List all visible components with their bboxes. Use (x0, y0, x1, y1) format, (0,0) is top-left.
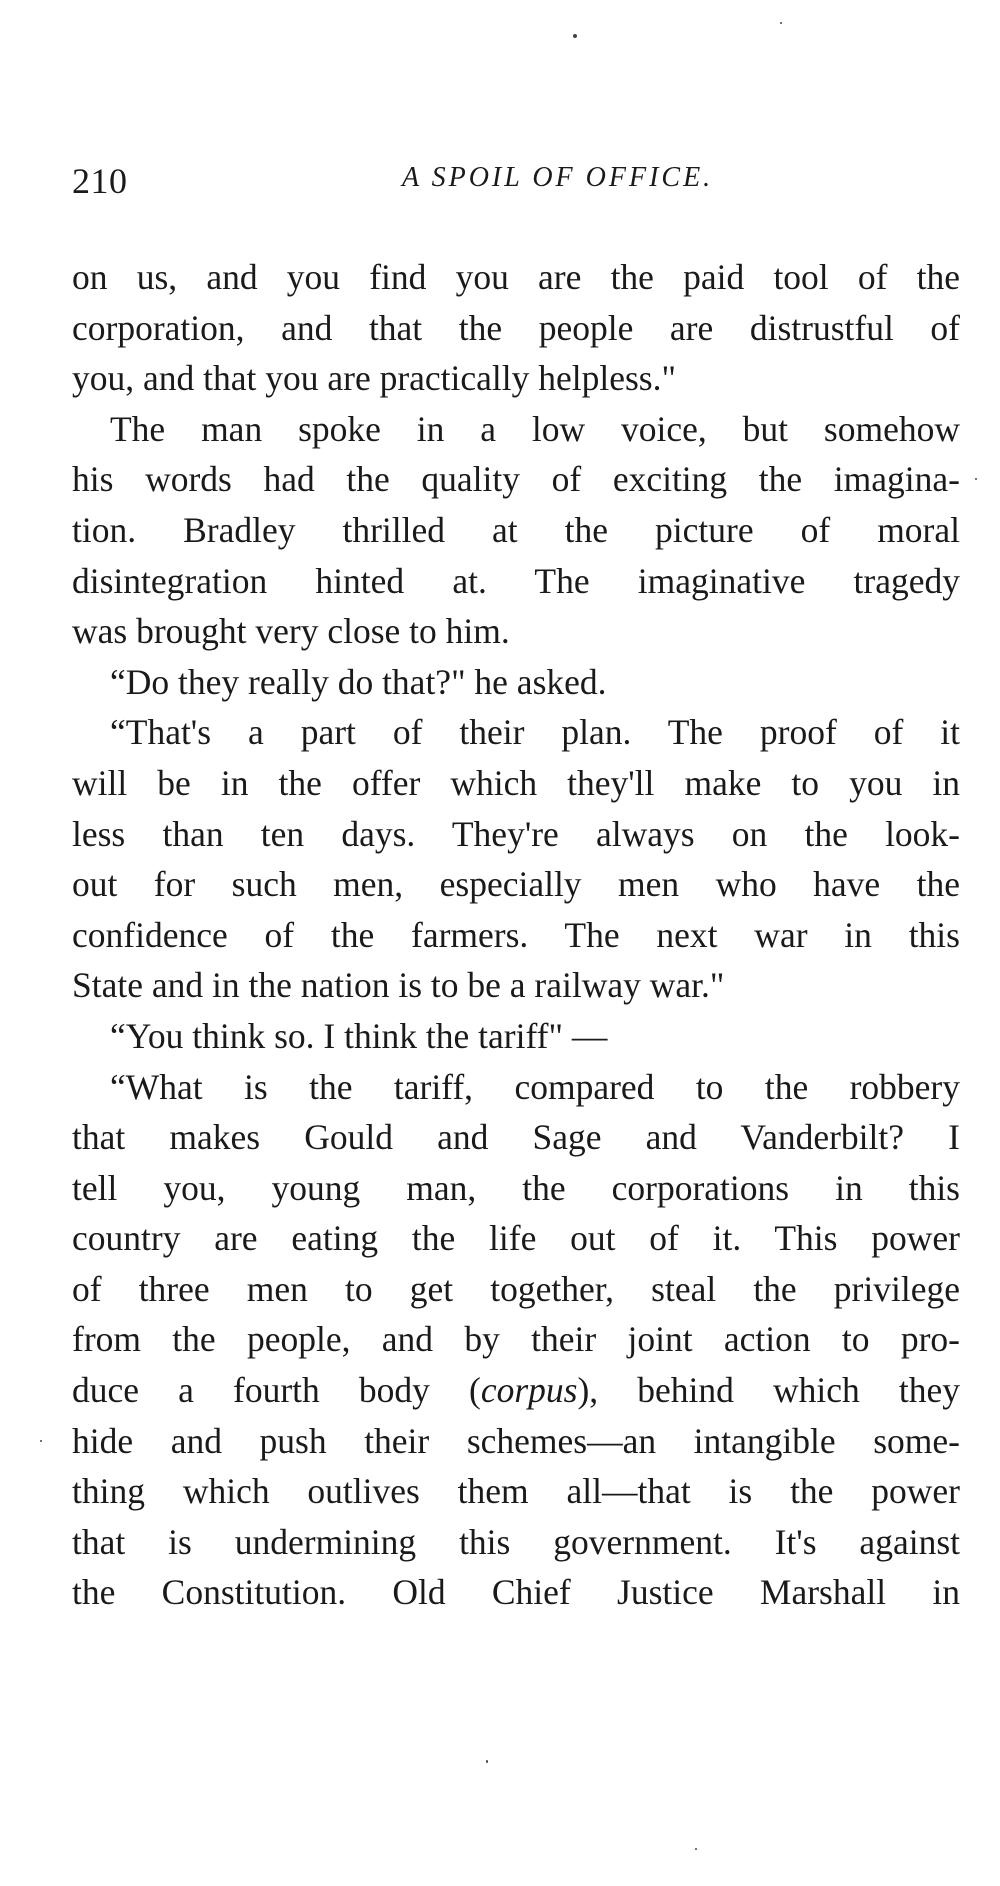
text-line: hide and push their schemes—an intangible some- (72, 1420, 960, 1461)
text-line: the Constitution. Old Chief Justice Marshall in (72, 1572, 960, 1613)
text-line: State and in the nation is to be a railway war." (72, 965, 725, 1006)
text-line: his words had the quality of exciting the imagina- (72, 459, 960, 500)
speck (975, 478, 977, 480)
text-line: country are eating the life out of it. This power (72, 1218, 960, 1259)
text-line: tell you, young man, the corporations in this (72, 1167, 960, 1208)
speck (40, 1440, 42, 1442)
speck (780, 22, 782, 24)
text-line: on us, and you find you are the paid tool of the (72, 257, 960, 297)
speck (486, 1760, 488, 1763)
page-header (72, 160, 960, 204)
text-line: that is undermining this government. It's against (72, 1521, 960, 1562)
text-line: tion. Bradley thrilled at the picture of moral (72, 509, 960, 550)
speck (695, 1848, 697, 1850)
text-line: disintegration hinted at. The imaginative tragedy (72, 560, 960, 601)
paragraph-first-line: “You think so. I think the tariff" — (110, 1015, 608, 1056)
text-line: out for such men, especially men who have the (72, 864, 960, 905)
text-line: thing which outlives them all—that is the power (72, 1471, 960, 1512)
text-line: will be in the offer which they'll make to you in (72, 762, 960, 803)
text-line: corporation, and that the people are distrustful of (72, 307, 960, 348)
text-line: less than ten days. They're always on the look- (72, 813, 960, 854)
text-line: duce a fourth body (corpus), behind which they (72, 1370, 960, 1411)
text-line: you, and that you are practically helpless." (72, 358, 676, 399)
paragraph-first-line: “Do they really do that?" he asked. (110, 661, 607, 702)
italic-word: corpus (480, 1370, 578, 1411)
speck (573, 34, 577, 38)
running-title: A SPOIL OF OFFICE. (402, 162, 714, 193)
text-line: from the people, and by their joint action to pro- (72, 1319, 960, 1360)
text-line: of three men to get together, steal the privilege (72, 1268, 960, 1309)
text-line: that makes Gould and Sage and Vanderbilt? I (72, 1117, 960, 1158)
paragraph-first-line: “That's a part of their plan. The proof of it (110, 712, 960, 753)
text-line: confidence of the farmers. The next war in this (72, 914, 960, 955)
paragraph-first-line: The man spoke in a low voice, but somehow (110, 408, 960, 449)
text-line: was brought very close to him. (72, 611, 510, 652)
page-number: 210 (72, 161, 128, 201)
body-text (72, 252, 960, 1618)
paragraph-first-line: “What is the tariff, compared to the robbery (110, 1066, 960, 1107)
